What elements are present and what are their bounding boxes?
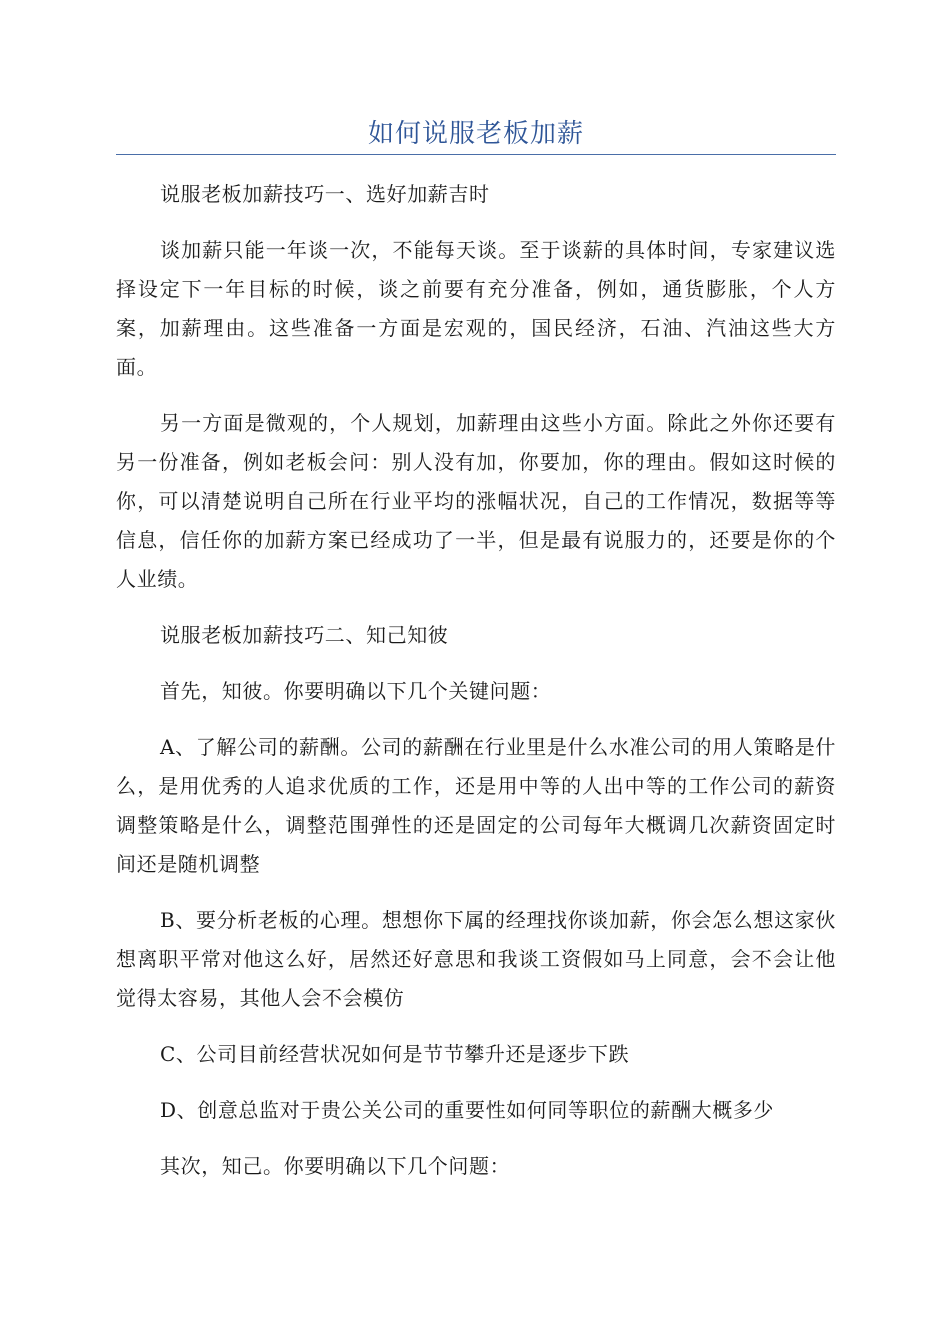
paragraph: 谈加薪只能一年谈一次，不能每天谈。至于谈薪的具体时间，专家建议选择设定下一年目标的时候，谈之前要有充分准备，例如，通货膨胀，个人方案，加薪理由。这些准备一方面是宏观的，国民经济，石油、汽油这些大方面。 (116, 238, 836, 379)
paragraph: 其次，知己。你要明确以下几个问题： (160, 1154, 511, 1178)
list-item-b: B、要分析老板的心理。想想你下属的经理找你谈加薪，你会怎么想这家伙想离职平常对他这么好，居然还好意思和我谈工资假如马上同意，会不会让他觉得太容易，其他人会不会模仿 (116, 908, 836, 1010)
paragraph: 首先，知彼。你要明确以下几个关键问题： (160, 679, 552, 703)
paragraph: 另一方面是微观的，个人规划，加薪理由这些小方面。除此之外你还要有另一份准备，例如老板会问：别人没有加，你要加，你的理由。假如这时候的你，可以清楚说明自己所在行业平均的涨幅状况，自己的工作情况，数据等等信息，信任你的加薪方案已经成功了一半，但是最有说服力的，还要是你的个人业绩。 (116, 411, 836, 591)
list-item-a: A、了解公司的薪酬。公司的薪酬在行业里是什么水准公司的用人策略是什么，是用优秀的人追求优质的工作，还是用中等的人出中等的工作公司的薪资调整策略是什么，调整范围弹性的还是固定的公司每年大概调几次薪资固定时间还是随机调整 (116, 735, 836, 876)
section-heading-1: 说服老板加薪技巧一、选好加薪吉时 (160, 182, 490, 206)
title-underline (116, 154, 836, 155)
document-body (116, 175, 836, 1186)
list-item-c: C、公司目前经营状况如何是节节攀升还是逐步下跌 (160, 1042, 630, 1066)
list-item-d: D、创意总监对于贵公关公司的重要性如何同等职位的薪酬大概多少 (160, 1098, 775, 1122)
section-heading-2: 说服老板加薪技巧二、知己知彼 (160, 623, 449, 647)
document-page (116, 0, 836, 1203)
page-title: 如何说服老板加薪 (367, 119, 584, 149)
